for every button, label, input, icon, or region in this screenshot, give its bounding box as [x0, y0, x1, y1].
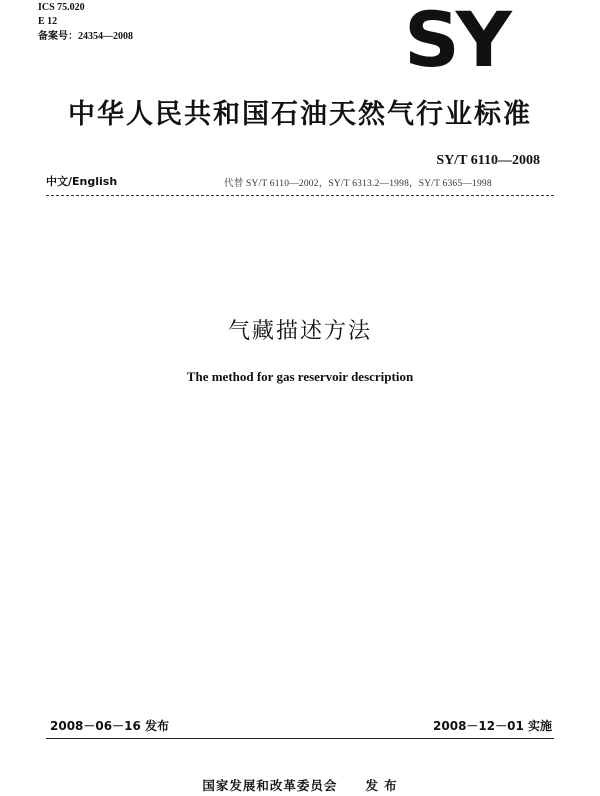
standard-title: 中华人民共和国石油天然气行业标准	[68, 99, 532, 130]
classification-code: E 12	[38, 16, 58, 27]
logo-text: SY	[404, 0, 508, 84]
standard-code: SY/T 6110—2008	[436, 153, 540, 168]
footer-divider	[46, 738, 554, 739]
replaces-note: 代替 SY/T 6110—2002，SY/T 6313.2—1998，SY/T 6365—1998	[224, 179, 492, 189]
document-title-english: The method for gas reservoir description	[186, 369, 414, 384]
record-number: 备案号：24354—2008	[38, 31, 133, 42]
issuer-name: 国家发展和改革委员会	[202, 778, 338, 793]
issue-date: 2008－06－16 发布	[50, 719, 169, 733]
issuer-action: 发 布	[365, 778, 398, 793]
sy-logo	[404, 0, 524, 84]
implementation-date: 2008－12－01 实施	[433, 719, 552, 733]
language-label: 中文/English	[46, 175, 118, 188]
ics-code: ICS 75.020	[38, 2, 85, 13]
document-title-chinese: 气藏描述方法	[227, 319, 372, 344]
header-divider	[46, 195, 554, 196]
issuer-line	[0, 776, 600, 794]
